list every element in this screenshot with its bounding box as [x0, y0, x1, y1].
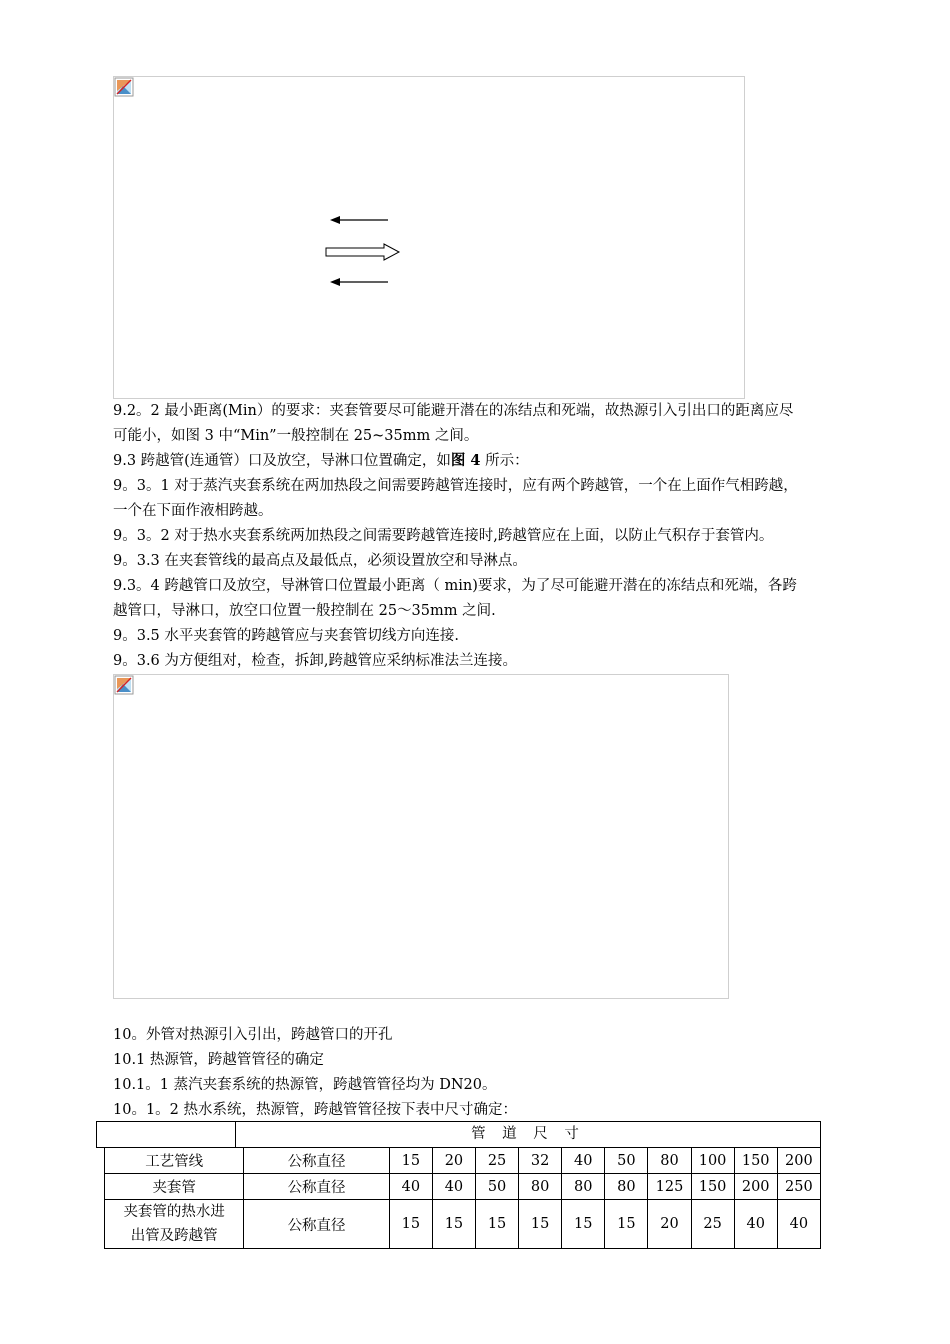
table-cell: 250 [777, 1174, 820, 1200]
table-header-row [96, 1121, 821, 1148]
row-sub-label: 公称直径 [244, 1148, 389, 1174]
figure-3-image [113, 76, 745, 399]
table-cell: 80 [562, 1174, 605, 1200]
table-row [105, 1200, 821, 1249]
table-cell: 80 [648, 1148, 691, 1174]
para-9-3: 9.3 跨越管(连通管）口及放空，导淋口位置确定，如图 4 所示： [113, 452, 529, 469]
table-cell: 40 [389, 1174, 432, 1200]
table-header-empty-cell [97, 1122, 236, 1147]
row-sub-label: 公称直径 [244, 1174, 389, 1200]
table-cell: 25 [691, 1200, 734, 1249]
para-9-3-6: 9。3.6 为方便组对，检查，拆卸,跨越管应采纳标准法兰连接。 [113, 653, 518, 669]
para-9-3-2: 9。3。2 对于热水夹套系统两加热段之间需要跨越管连接时,跨越管应在上面，以防止气积存于套管内。 [113, 528, 774, 544]
row-label-line: 夹套管的热水进 [123, 1204, 225, 1220]
para-10-1-1: 10.1。1 蒸汽夹套系统的热源管，跨越管管径均为 DN20。 [113, 1077, 497, 1093]
table-cell: 100 [691, 1148, 734, 1174]
figure-4-reference: 图 4 [450, 452, 481, 469]
table-cell: 32 [519, 1148, 562, 1174]
broken-image-icon [114, 675, 134, 695]
para-10-1-2: 10。1。2 热水系统，热源管，跨越管管径按下表中尺寸确定： [113, 1102, 518, 1118]
row-label [105, 1200, 244, 1249]
table-header-title: 管 道 尺 寸 [471, 1126, 585, 1142]
table-cell: 150 [691, 1174, 734, 1200]
row-label: 夹套管 [105, 1174, 244, 1200]
table-cell: 15 [562, 1200, 605, 1249]
para-9-3-1-line2: 一个在下面作液相跨越。 [113, 503, 273, 519]
table-cell: 25 [475, 1148, 518, 1174]
table-cell: 80 [519, 1174, 562, 1200]
table-cell: 50 [605, 1148, 648, 1174]
table-cell: 200 [777, 1148, 820, 1174]
left-arrow-icon [330, 216, 388, 224]
left-arrow-icon [330, 278, 388, 286]
table-cell: 15 [519, 1200, 562, 1249]
table-cell: 200 [734, 1174, 777, 1200]
para-10-1: 10.1 热源管，跨越管管径的确定 [113, 1052, 324, 1068]
para-9-3-5: 9。3.5 水平夹套管的跨越管应与夹套管切线方向连接. [113, 628, 460, 644]
flow-arrows-diagram [114, 77, 746, 400]
table-cell: 40 [562, 1148, 605, 1174]
table-cell: 15 [605, 1200, 648, 1249]
hollow-right-arrow-icon [326, 244, 399, 260]
table-cell: 50 [475, 1174, 518, 1200]
para-9-3-1-line1: 9。3。1 对于蒸汽夹套系统在两加热段之间需要跨越管连接时，应有两个跨越管，一个在上面作气相跨越， [113, 478, 798, 494]
table-row [105, 1174, 821, 1200]
table-cell: 15 [389, 1148, 432, 1174]
table-cell: 20 [648, 1200, 691, 1249]
pipe-size-table [104, 1147, 821, 1249]
para-9-3-4-line2: 越管口，导淋口，放空口位置一般控制在 25～35mm 之间. [113, 603, 496, 619]
table-cell: 15 [432, 1200, 475, 1249]
table-cell: 40 [734, 1200, 777, 1249]
table-cell: 20 [432, 1148, 475, 1174]
para-9-3-4-line1: 9.3。4 跨越管口及放空，导淋管口位置最小距离（ min)要求，为了尽可能避开潜在的冻结点和死端，各跨 [113, 578, 797, 594]
table-row [105, 1148, 821, 1174]
para-9-2-2-line1: 9.2。2 最小距离(Min）的要求：夹套管要尽可能避开潜在的冻结点和死端，故热源引入引出口的距离应尽 [113, 403, 794, 419]
row-sub-label: 公称直径 [244, 1200, 389, 1249]
para-9-3-3: 9。3.3 在夹套管线的最高点及最低点，必须设置放空和导淋点。 [113, 553, 527, 569]
table-cell: 15 [475, 1200, 518, 1249]
table-cell: 150 [734, 1148, 777, 1174]
table-cell: 125 [648, 1174, 691, 1200]
table-cell: 40 [432, 1174, 475, 1200]
table-cell: 15 [389, 1200, 432, 1249]
para-9-2-2-line2: 可能小，如图 3 中“Min”一般控制在 25~35mm 之间。 [113, 428, 479, 444]
figure-4-image [113, 674, 729, 999]
row-label-line: 出管及跨越管 [130, 1228, 218, 1244]
table-cell: 40 [777, 1200, 820, 1249]
row-label: 工艺管线 [105, 1148, 244, 1174]
table-cell: 80 [605, 1174, 648, 1200]
para-10: 10。外管对热源引入引出，跨越管口的开孔 [113, 1027, 393, 1043]
